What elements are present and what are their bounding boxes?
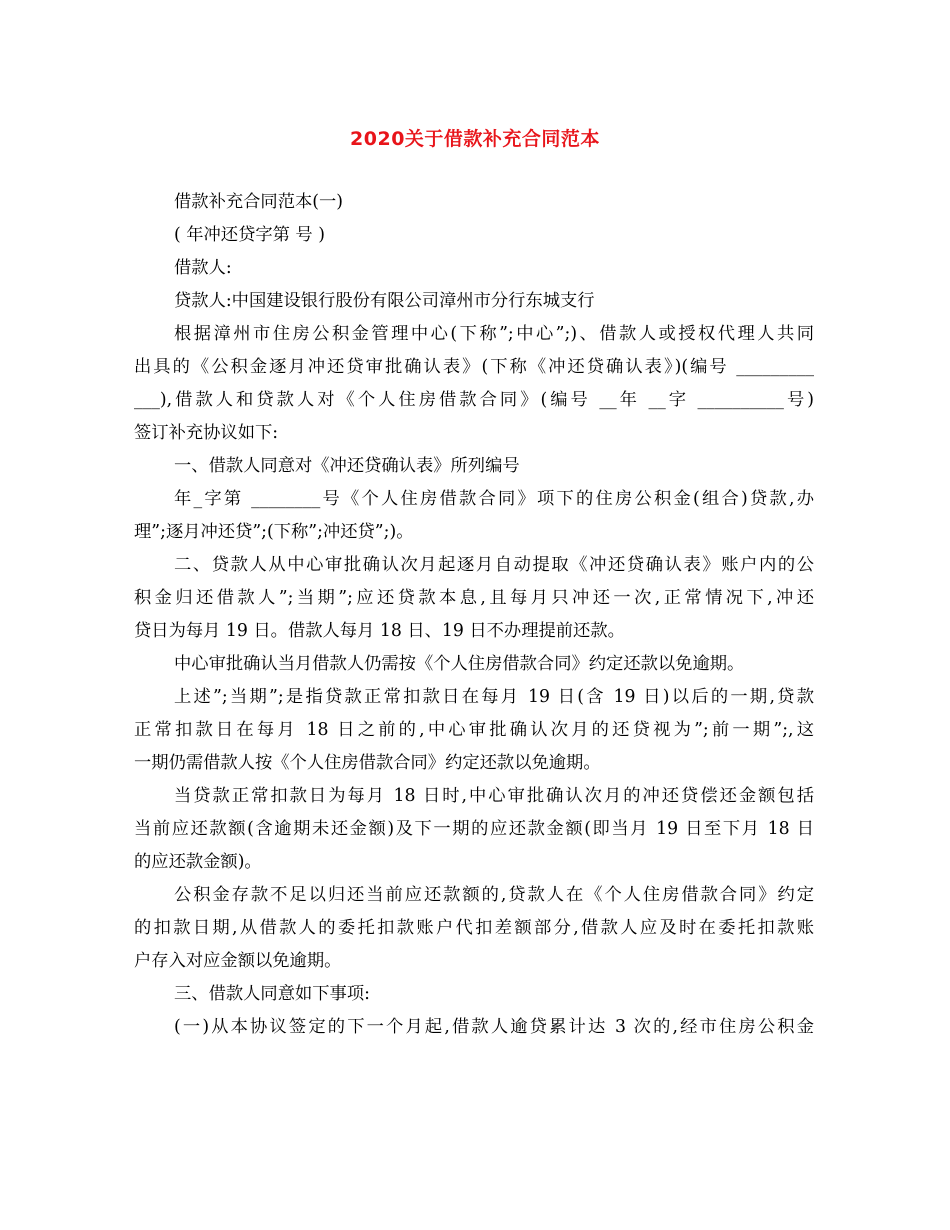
text-line: 签订补充协议如下: xyxy=(134,423,279,443)
text-line: 三、借款人同意如下事项: xyxy=(174,984,370,1004)
text-line: 积金归还借款人”;当期”;应还贷款本息,且每月只冲还一次,正常情况下,冲还 xyxy=(134,588,814,608)
text-line: 公积金存款不足以归还当前应还款额的,贷款人在《个人住房借款合同》约定 xyxy=(174,885,814,905)
text-line: 二、贷款人从中心审批确认次月起逐月自动提取《冲还贷确认表》账户内的公 xyxy=(174,555,814,575)
text-line: 上述”;当期”;是指贷款正常扣款日在每月 19 日(含 19 日)以后的一期,贷款 xyxy=(174,687,814,707)
text-line: 户存入对应金额以免逾期。 xyxy=(134,951,342,971)
text-line: 理”;逐月冲还贷”;(下称”;冲还贷”;)。 xyxy=(134,522,414,542)
text-line: 一期仍需借款人按《个人住房借款合同》约定还款以免逾期。 xyxy=(134,753,601,773)
text-line: 一、借款人同意对《冲还贷确认表》所列编号 xyxy=(174,456,520,476)
text-line: 的扣款日期,从借款人的委托扣款账户代扣差额部分,借款人应及时在委托扣款账 xyxy=(134,918,814,938)
text-line: 当前应还款额(含逾期未还金额)及下一期的应还款金额(即当月 19 日至下月 18 日 xyxy=(134,819,814,839)
text-line: 贷日为每月 19 日。借款人每月 18 日、19 日不办理提前还款。 xyxy=(134,621,625,641)
text-line: (一)从本协议签定的下一个月起,借款人逾贷累计达 3 次的,经市住房公积金 xyxy=(174,1017,814,1037)
text-line: 中心审批确认当月借款人仍需按《个人住房借款合同》约定还款以免逾期。 xyxy=(174,654,745,674)
text-line: 正常扣款日在每月 18 日之前的,中心审批确认次月的还贷视为”;前一期”;,这 xyxy=(134,720,814,740)
text-line: 贷款人:中国建设银行股份有限公司漳州市分行东城支行 xyxy=(174,291,595,311)
document-body xyxy=(134,186,814,1044)
text-line: 年_字第 ________号《个人住房借款合同》项下的住房公积金(组合)贷款,办 xyxy=(174,489,814,509)
text-line: 当贷款正常扣款日为每月 18 日时,中心审批确认次月的冲还贷偿还金额包括 xyxy=(174,786,814,806)
text-line: ___),借款人和贷款人对《个人住房借款合同》(编号 __年 __字 __________号) xyxy=(134,390,814,410)
text-line: 借款补充合同范本(一) xyxy=(174,192,344,212)
text-line: 出具的《公积金逐月冲还贷审批确认表》(下称《冲还贷确认表》)(编号 _________ xyxy=(134,357,814,377)
text-line: 借款人: xyxy=(174,258,232,278)
text-line: ( 年冲还贷字第 号 ) xyxy=(174,225,325,245)
text-line: 根据漳州市住房公积金管理中心(下称”;中心”;)、借款人或授权代理人共同 xyxy=(174,324,814,344)
text-line: 的应还款金额)。 xyxy=(134,852,262,872)
document-title: 2020关于借款补充合同范本 xyxy=(350,128,600,150)
